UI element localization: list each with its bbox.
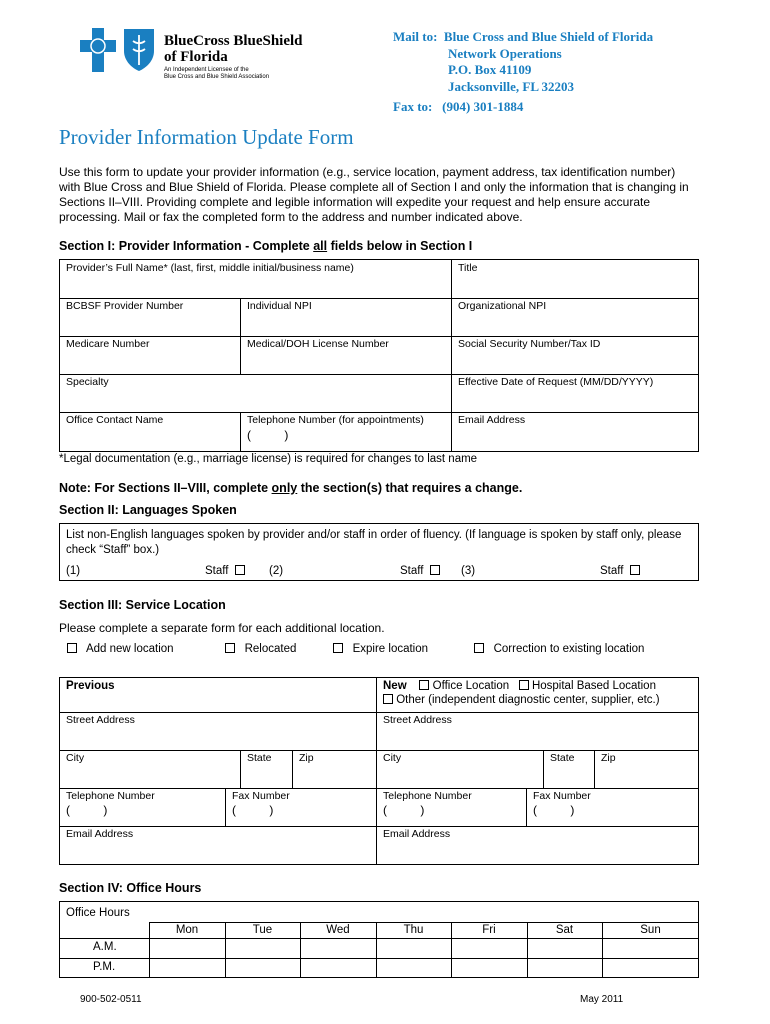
new-email-field[interactable]: Email Address xyxy=(383,828,451,840)
other-location-label: Other (independent diagnostic center, supplier, etc.) xyxy=(396,694,660,706)
prev-email-field[interactable]: Email Address xyxy=(66,828,134,840)
mail-line4: Jacksonville, FL 32203 xyxy=(448,78,575,94)
title-field[interactable]: Title xyxy=(458,262,478,274)
license-number-field[interactable]: Medical/DOH License Number xyxy=(247,338,389,350)
section2-instructions: List non-English languages spoken by provider and/or staff in order of fluency. (If language is spoken by staff only, please check “Staff” box.) xyxy=(66,529,682,556)
prev-telephone-field[interactable]: Telephone Number xyxy=(66,790,155,802)
blue-cross-icon xyxy=(80,28,116,72)
new-label: New xyxy=(383,680,407,692)
fax-label: Fax to: xyxy=(393,99,433,114)
new-city-field[interactable]: City xyxy=(383,752,402,764)
logo-name-line1: BlueCross BlueShield xyxy=(164,33,303,49)
previous-label: Previous xyxy=(66,680,115,692)
new-street-field[interactable]: Street Address xyxy=(383,714,452,726)
office-location-checkbox[interactable] xyxy=(419,680,429,690)
medicare-number-field[interactable]: Medicare Number xyxy=(66,338,150,350)
mail-line2: Network Operations xyxy=(448,45,562,61)
hospital-based-checkbox[interactable] xyxy=(519,680,529,690)
day-sun: Sun xyxy=(640,924,661,936)
staff-1: Staff xyxy=(205,565,245,577)
fax-number: (904) 301-1884 xyxy=(442,99,524,114)
section1-footnote: *Legal documentation (e.g., marriage license) is required for changes to last name xyxy=(59,453,478,465)
intro-paragraph: Use this form to update your provider information (e.g., service location, payment address, tax identification number) with Blue Cross and Blue Shield of Florida. Please complete all of Section I and only the information that is changing in Sections II–VIII. Providing complete and legible information will expedite your request and help ensure accurate processing. Mail or fax the completed form to the address and number indicated above. xyxy=(59,165,689,224)
day-wed: Wed xyxy=(326,924,350,936)
individual-npi-field[interactable]: Individual NPI xyxy=(247,300,312,312)
new-fax-paren: ( ) xyxy=(533,803,575,817)
section3-instructions: Please complete a separate form for each additional location. xyxy=(59,621,385,635)
prev-fax-field[interactable]: Fax Number xyxy=(232,790,290,802)
prev-zip-field[interactable]: Zip xyxy=(299,752,314,764)
staff-3: Staff xyxy=(600,565,640,577)
add-new-location-option[interactable]: Add new location xyxy=(67,643,174,655)
blue-shield-icon xyxy=(122,27,156,73)
language-3-field[interactable]: (3) xyxy=(461,565,476,577)
add-new-location-checkbox[interactable] xyxy=(67,643,77,653)
full-name-field[interactable]: Provider’s Full Name* (last, first, middle initial/business name) xyxy=(66,262,354,274)
logo-sub-line1: An Independent Licensee of the xyxy=(164,67,249,73)
staff-3-checkbox[interactable] xyxy=(630,565,640,575)
expire-location-checkbox[interactable] xyxy=(333,643,343,653)
hospital-based-label: Hospital Based Location xyxy=(531,680,656,692)
staff-1-checkbox[interactable] xyxy=(235,565,245,575)
day-mon: Mon xyxy=(175,924,199,936)
new-telephone-field[interactable]: Telephone Number xyxy=(383,790,472,802)
note-post: the section(s) that requires a change. xyxy=(297,481,523,495)
bcbsf-provider-number-field[interactable]: BCBSF Provider Number xyxy=(66,300,184,312)
note xyxy=(59,481,522,495)
specialty-field[interactable]: Specialty xyxy=(66,376,109,388)
day-fri: Fri xyxy=(482,924,496,936)
staff-2-checkbox[interactable] xyxy=(430,565,440,575)
new-telephone-paren: ( ) xyxy=(383,803,425,817)
other-location-option xyxy=(383,694,660,706)
organizational-npi-field[interactable]: Organizational NPI xyxy=(458,300,547,312)
page-title: Provider Information Update Form xyxy=(59,125,354,149)
language-1-field[interactable]: (1) xyxy=(66,565,81,577)
new-state-field[interactable]: State xyxy=(550,752,575,764)
office-contact-field[interactable]: Office Contact Name xyxy=(66,414,164,426)
mail-line1: Blue Cross and Blue Shield of Florida xyxy=(443,29,654,44)
section4-heading: Section IV: Office Hours xyxy=(59,881,202,895)
section1-heading-pre: Section I: Provider Information - Complete xyxy=(59,239,314,253)
am-label: A.M. xyxy=(93,941,117,953)
logo-sub-line2: Blue Cross and Blue Shield Association xyxy=(164,74,270,80)
form-date: May 2011 xyxy=(580,994,624,1005)
mail-line3: P.O. Box 41109 xyxy=(448,62,532,77)
correction-option[interactable]: Correction to existing location xyxy=(474,643,644,655)
relocated-option[interactable]: Relocated xyxy=(225,643,296,655)
office-hours-label: Office Hours xyxy=(66,907,130,919)
telephone-appointments-field[interactable]: Telephone Number (for appointments) xyxy=(247,414,424,426)
new-zip-field[interactable]: Zip xyxy=(601,752,616,764)
day-thu: Thu xyxy=(403,924,424,936)
new-location-options xyxy=(383,680,656,692)
language-2-field[interactable]: (2) xyxy=(269,565,284,577)
telephone-paren: ( ) xyxy=(247,428,289,442)
section1-heading-post: fields below in Section I xyxy=(327,239,473,253)
day-sat: Sat xyxy=(555,924,574,936)
note-em: only xyxy=(271,481,298,495)
section1-heading xyxy=(59,239,472,253)
section3-heading: Section III: Service Location xyxy=(59,598,226,612)
other-location-checkbox[interactable] xyxy=(383,694,393,704)
office-hours-table xyxy=(59,901,699,978)
prev-fax-paren: ( ) xyxy=(232,803,274,817)
prev-telephone-paren: ( ) xyxy=(66,803,108,817)
prev-street-field[interactable]: Street Address xyxy=(66,714,135,726)
pm-label: P.M. xyxy=(93,961,116,973)
staff-2: Staff xyxy=(400,565,440,577)
office-location-label: Office Location xyxy=(432,680,510,692)
form-code: 900-502-0511 xyxy=(80,994,142,1005)
note-pre: Note: For Sections II–VIII, complete xyxy=(59,481,272,495)
email-field[interactable]: Email Address xyxy=(458,414,526,426)
logo xyxy=(80,25,320,85)
expire-location-option[interactable]: Expire location xyxy=(333,643,428,655)
relocated-checkbox[interactable] xyxy=(225,643,235,653)
prev-city-field[interactable]: City xyxy=(66,752,85,764)
section1-heading-em: all xyxy=(313,239,328,253)
logo-name-line2: of Florida xyxy=(164,49,228,65)
effective-date-field[interactable]: Effective Date of Request (MM/DD/YYYY) xyxy=(458,376,654,388)
new-fax-field[interactable]: Fax Number xyxy=(533,790,591,802)
correction-checkbox[interactable] xyxy=(474,643,484,653)
day-tue: Tue xyxy=(252,924,273,936)
ssn-tax-id-field[interactable]: Social Security Number/Tax ID xyxy=(458,338,601,350)
prev-state-field[interactable]: State xyxy=(247,752,272,764)
mail-label: Mail to: xyxy=(393,29,438,44)
section2-heading: Section II: Languages Spoken xyxy=(59,503,237,517)
mail-block xyxy=(393,29,653,116)
